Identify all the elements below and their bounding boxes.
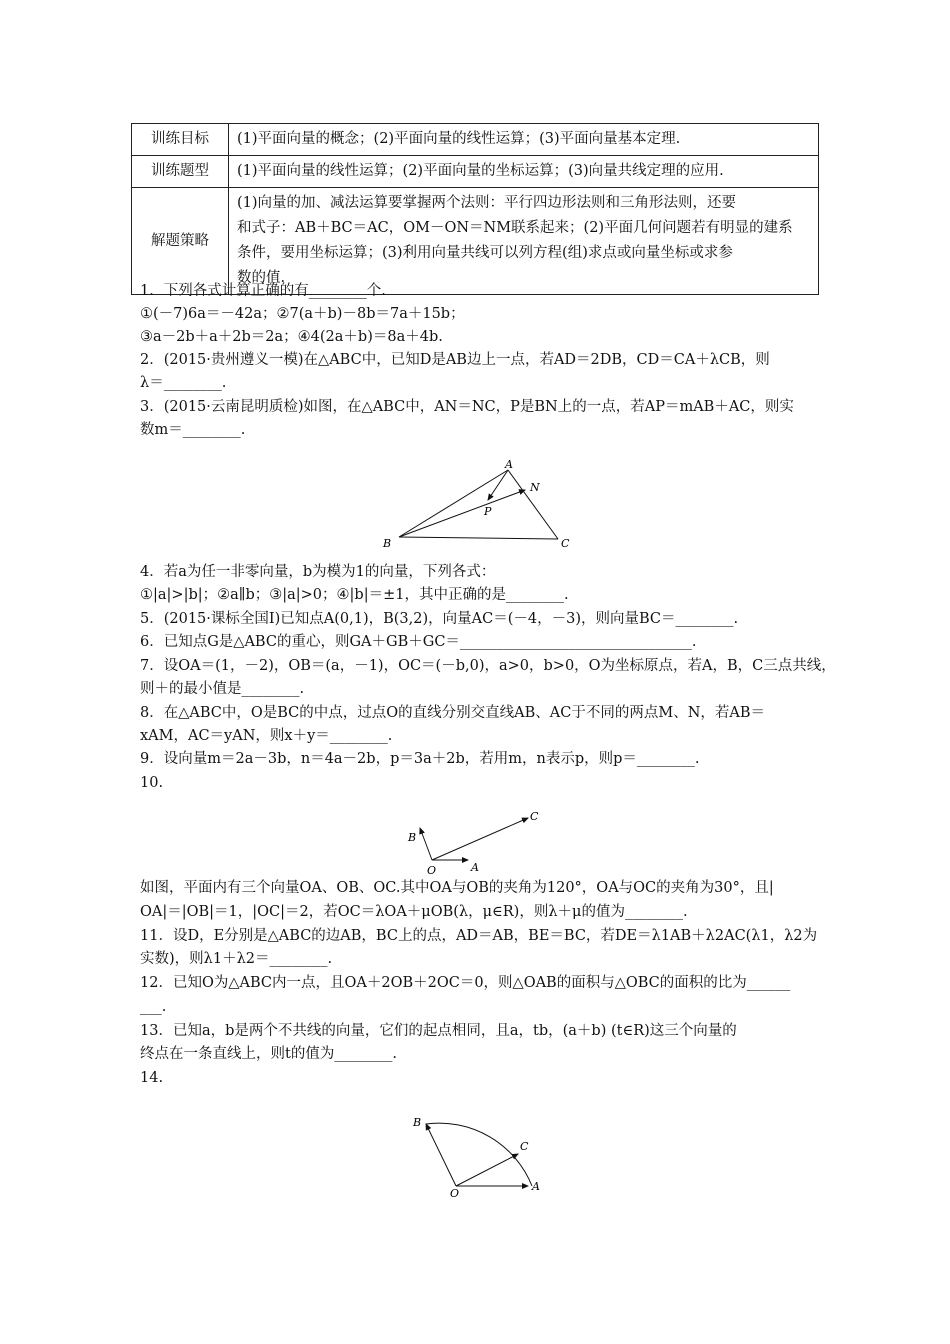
label-c: C — [561, 537, 570, 550]
problem-line: 3．(2015·云南昆明质检)如图，在△ABC中，AN＝NC，P是BN上的一点，若AP＝mAB＋AC，则实 — [140, 399, 794, 415]
training-info-table — [131, 123, 819, 295]
vectors-figure — [400, 808, 550, 880]
problem-line: 12．已知O为△ABC内一点，且OA＋2OB＋2OC＝0，则△OAB的面积与△OBC的面积的比为______ — [140, 975, 791, 991]
label-b: B — [408, 831, 417, 844]
label-c: C — [530, 810, 539, 823]
row-content: (1)平面向量的概念；(2)平面向量的线性运算；(3)平面向量基本定理. — [229, 124, 819, 156]
problem-line: OA|＝|OB|＝1，|OC|＝2，若OC＝λOA＋μOB(λ，μ∈R)，则λ＋μ的值为________. — [140, 904, 688, 920]
triangle-figure — [375, 455, 575, 550]
vector-ob — [426, 1124, 456, 1186]
label-a: A — [532, 1180, 540, 1193]
label-p: P — [484, 505, 492, 518]
problem-line: λ＝________. — [140, 375, 227, 391]
sector-figure — [408, 1110, 548, 1200]
table-row — [132, 124, 819, 156]
problem-line: 6．已知点G是△ABC的重心，则GA＋GB＋GC＝________________________________. — [140, 634, 697, 650]
row-content: (1)向量的加、减法运算要掌握两个法则：平行四边形法则和三角形法则，还要 和式子：AB＋BC＝AC，OM－ON＝NM联系起来；(2)平面几何问题若有明显的建系 条件，要用坐标运算；(3)利用向量共线可以列方程(组)求点或向量坐标或求参 数的值. — [229, 188, 819, 295]
label-o: O — [427, 864, 437, 877]
problem-line: 10. — [140, 775, 164, 791]
problem-line: ③a－2b＋a＋2b＝2a；④4(2a＋b)＝8a＋4b. — [140, 329, 443, 345]
segment-bn — [399, 490, 525, 537]
problem-line: 2．(2015·贵州遵义一模)在△ABC中，已知D是AB边上一点，若AD＝2DB，CD＝CA＋λCB，则 — [140, 352, 770, 368]
problem-line: 14. — [140, 1070, 164, 1086]
problem-line: 11．设D，E分别是△ABC的边AB，BC上的点，AD＝AB，BE＝BC，若DE＝λ1AB＋λ2AC(λ1，λ2为 — [140, 928, 818, 944]
row-content: (1)平面向量的线性运算；(2)平面向量的坐标运算；(3)向量共线定理的应用. — [229, 156, 819, 188]
problem-line: 终点在一条直线上，则t的值为________. — [140, 1046, 397, 1062]
label-a: A — [471, 861, 479, 874]
label-c: C — [520, 1140, 529, 1153]
problem-line: xAM，AC＝yAN，则x＋y＝________. — [140, 728, 393, 744]
row-label: 解题策略 — [132, 188, 229, 295]
problem-line: 8．在△ABC中，O是BC的中点，过点O的直线分别交直线AB、AC于不同的两点M、N，若AB＝ — [140, 705, 766, 721]
segment-bc — [399, 537, 558, 539]
table-row — [132, 156, 819, 188]
problem-line: ___. — [140, 999, 167, 1015]
label-b: B — [383, 537, 392, 550]
row-label: 训练题型 — [132, 156, 229, 188]
problem-line: 则＋的最小值是________. — [140, 681, 305, 697]
vector-ob — [420, 828, 432, 860]
problem-line: 5．(2015·课标全国Ⅰ)已知点A(0,1)，B(3,2)，向量AC＝(－4，－3)，则向量BC＝________. — [140, 611, 739, 627]
label-o: O — [450, 1187, 460, 1200]
problem-line: 实数)，则λ1＋λ2＝________. — [140, 951, 333, 967]
label-n: N — [530, 481, 540, 494]
problem-line: 1．下列各式计算正确的有________个. — [140, 283, 386, 299]
problem-line: ①(－7)6a＝－42a；②7(a＋b)－8b＝7a＋15b； — [140, 306, 465, 322]
vector-oc — [432, 818, 528, 860]
problem-line: ①|a|>|b|；②a∥b；③|a|>0；④|b|＝±1，其中正确的是________. — [140, 587, 569, 603]
problem-line: 13．已知a，b是两个不共线的向量，它们的起点相同，且a，tb，(a＋b) (t∈R)这三个向量的 — [140, 1023, 737, 1039]
label-a: A — [505, 458, 513, 471]
vector-ap — [488, 470, 508, 500]
problem-line: 4．若a为任一非零向量，b为模为1的向量，下列各式： — [140, 564, 496, 580]
label-b: B — [413, 1116, 422, 1129]
problem-line: 7．设OA＝(1，－2)，OB＝(a，－1)，OC＝(－b,0)，a>0，b>0，O为坐标原点，若A，B，C三点共线， — [140, 658, 836, 674]
row-label: 训练目标 — [132, 124, 229, 156]
vector-oc — [456, 1154, 518, 1186]
problem-line: 9．设向量m＝2a－3b，n＝4a－2b，p＝3a＋2b，若用m，n表示p，则p＝________. — [140, 751, 700, 767]
table-row — [132, 188, 819, 295]
segment-ba — [399, 470, 508, 537]
problem-line: 如图，平面内有三个向量OA、OB、OC.其中OA与OB的夹角为120°，OA与OC的夹角为30°，且| — [140, 880, 774, 896]
problem-line: 数m＝________. — [140, 422, 246, 438]
